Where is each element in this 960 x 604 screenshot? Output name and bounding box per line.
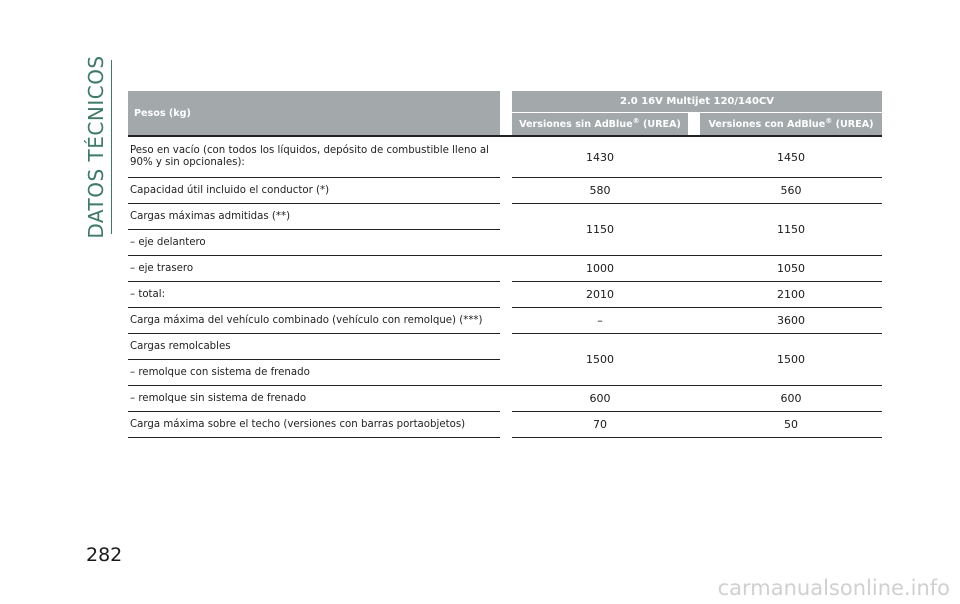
row-label: Carga máxima del vehículo combinado (vehículo con remolque) (***) (128, 308, 500, 334)
row-value-sin: – (512, 308, 688, 334)
row-value-sin: 70 (512, 412, 688, 438)
section-title (76, 55, 116, 239)
row-value-sin: 1500 (512, 334, 688, 386)
header-sin-adblue: Versiones sin AdBlue® (UREA) (512, 113, 688, 137)
table-row (128, 386, 882, 412)
table-row (128, 256, 882, 282)
row-value-sin: 2010 (512, 282, 688, 308)
table-row (128, 178, 882, 204)
table-row (128, 412, 882, 438)
row-value-con: 1500 (700, 334, 882, 386)
section-title-rule (111, 60, 112, 234)
row-value-con: 1050 (700, 256, 882, 282)
page-number: 282 (86, 544, 123, 566)
row-value-sin: 600 (512, 386, 688, 412)
row-value-con: 50 (700, 412, 882, 438)
header-engine: 2.0 16V Multijet 120/140CV (512, 91, 882, 113)
header-separator (688, 113, 700, 137)
row-sublabel: – remolque con sistema de frenado (128, 360, 500, 386)
watermark: carmanualsonline.info (717, 576, 950, 600)
row-label: Capacidad útil incluido el conductor (*) (128, 178, 500, 204)
row-value-sin: 1000 (512, 256, 688, 282)
header-con-adblue: Versiones con AdBlue® (UREA) (700, 113, 882, 137)
row-label: Cargas máximas admitidas (**) (128, 204, 500, 230)
table-row (128, 308, 882, 334)
row-sublabel: – eje delantero (128, 230, 500, 256)
row-value-con: 3600 (700, 308, 882, 334)
row-value-con: 1150 (700, 204, 882, 256)
header-pesos: Pesos (kg) (128, 91, 500, 136)
header-gap (500, 91, 512, 136)
row-label: Cargas remolcables (128, 334, 500, 360)
table-row (128, 334, 882, 360)
header-row-top (128, 91, 882, 113)
row-value-con: 1450 (700, 136, 882, 178)
row-value-sin: 580 (512, 178, 688, 204)
row-value-con: 560 (700, 178, 882, 204)
row-label: Carga máxima sobre el techo (versiones con barras portaobjetos) (128, 412, 500, 438)
row-label: – eje trasero (128, 256, 500, 282)
row-label: Peso en vacío (con todos los líquidos, depósito de combustible lleno al 90% y sin opcionales): (128, 136, 500, 178)
table-row (128, 136, 882, 178)
row-value-con: 600 (700, 386, 882, 412)
weights-table (128, 91, 882, 438)
row-label: – total: (128, 282, 500, 308)
table-row (128, 204, 882, 230)
table-row (128, 282, 882, 308)
row-value-sin: 1430 (512, 136, 688, 178)
row-label: – remolque sin sistema de frenado (128, 386, 500, 412)
row-value-sin: 1150 (512, 204, 688, 256)
section-title-text: DATOS TÉCNICOS (84, 55, 108, 239)
row-value-con: 2100 (700, 282, 882, 308)
